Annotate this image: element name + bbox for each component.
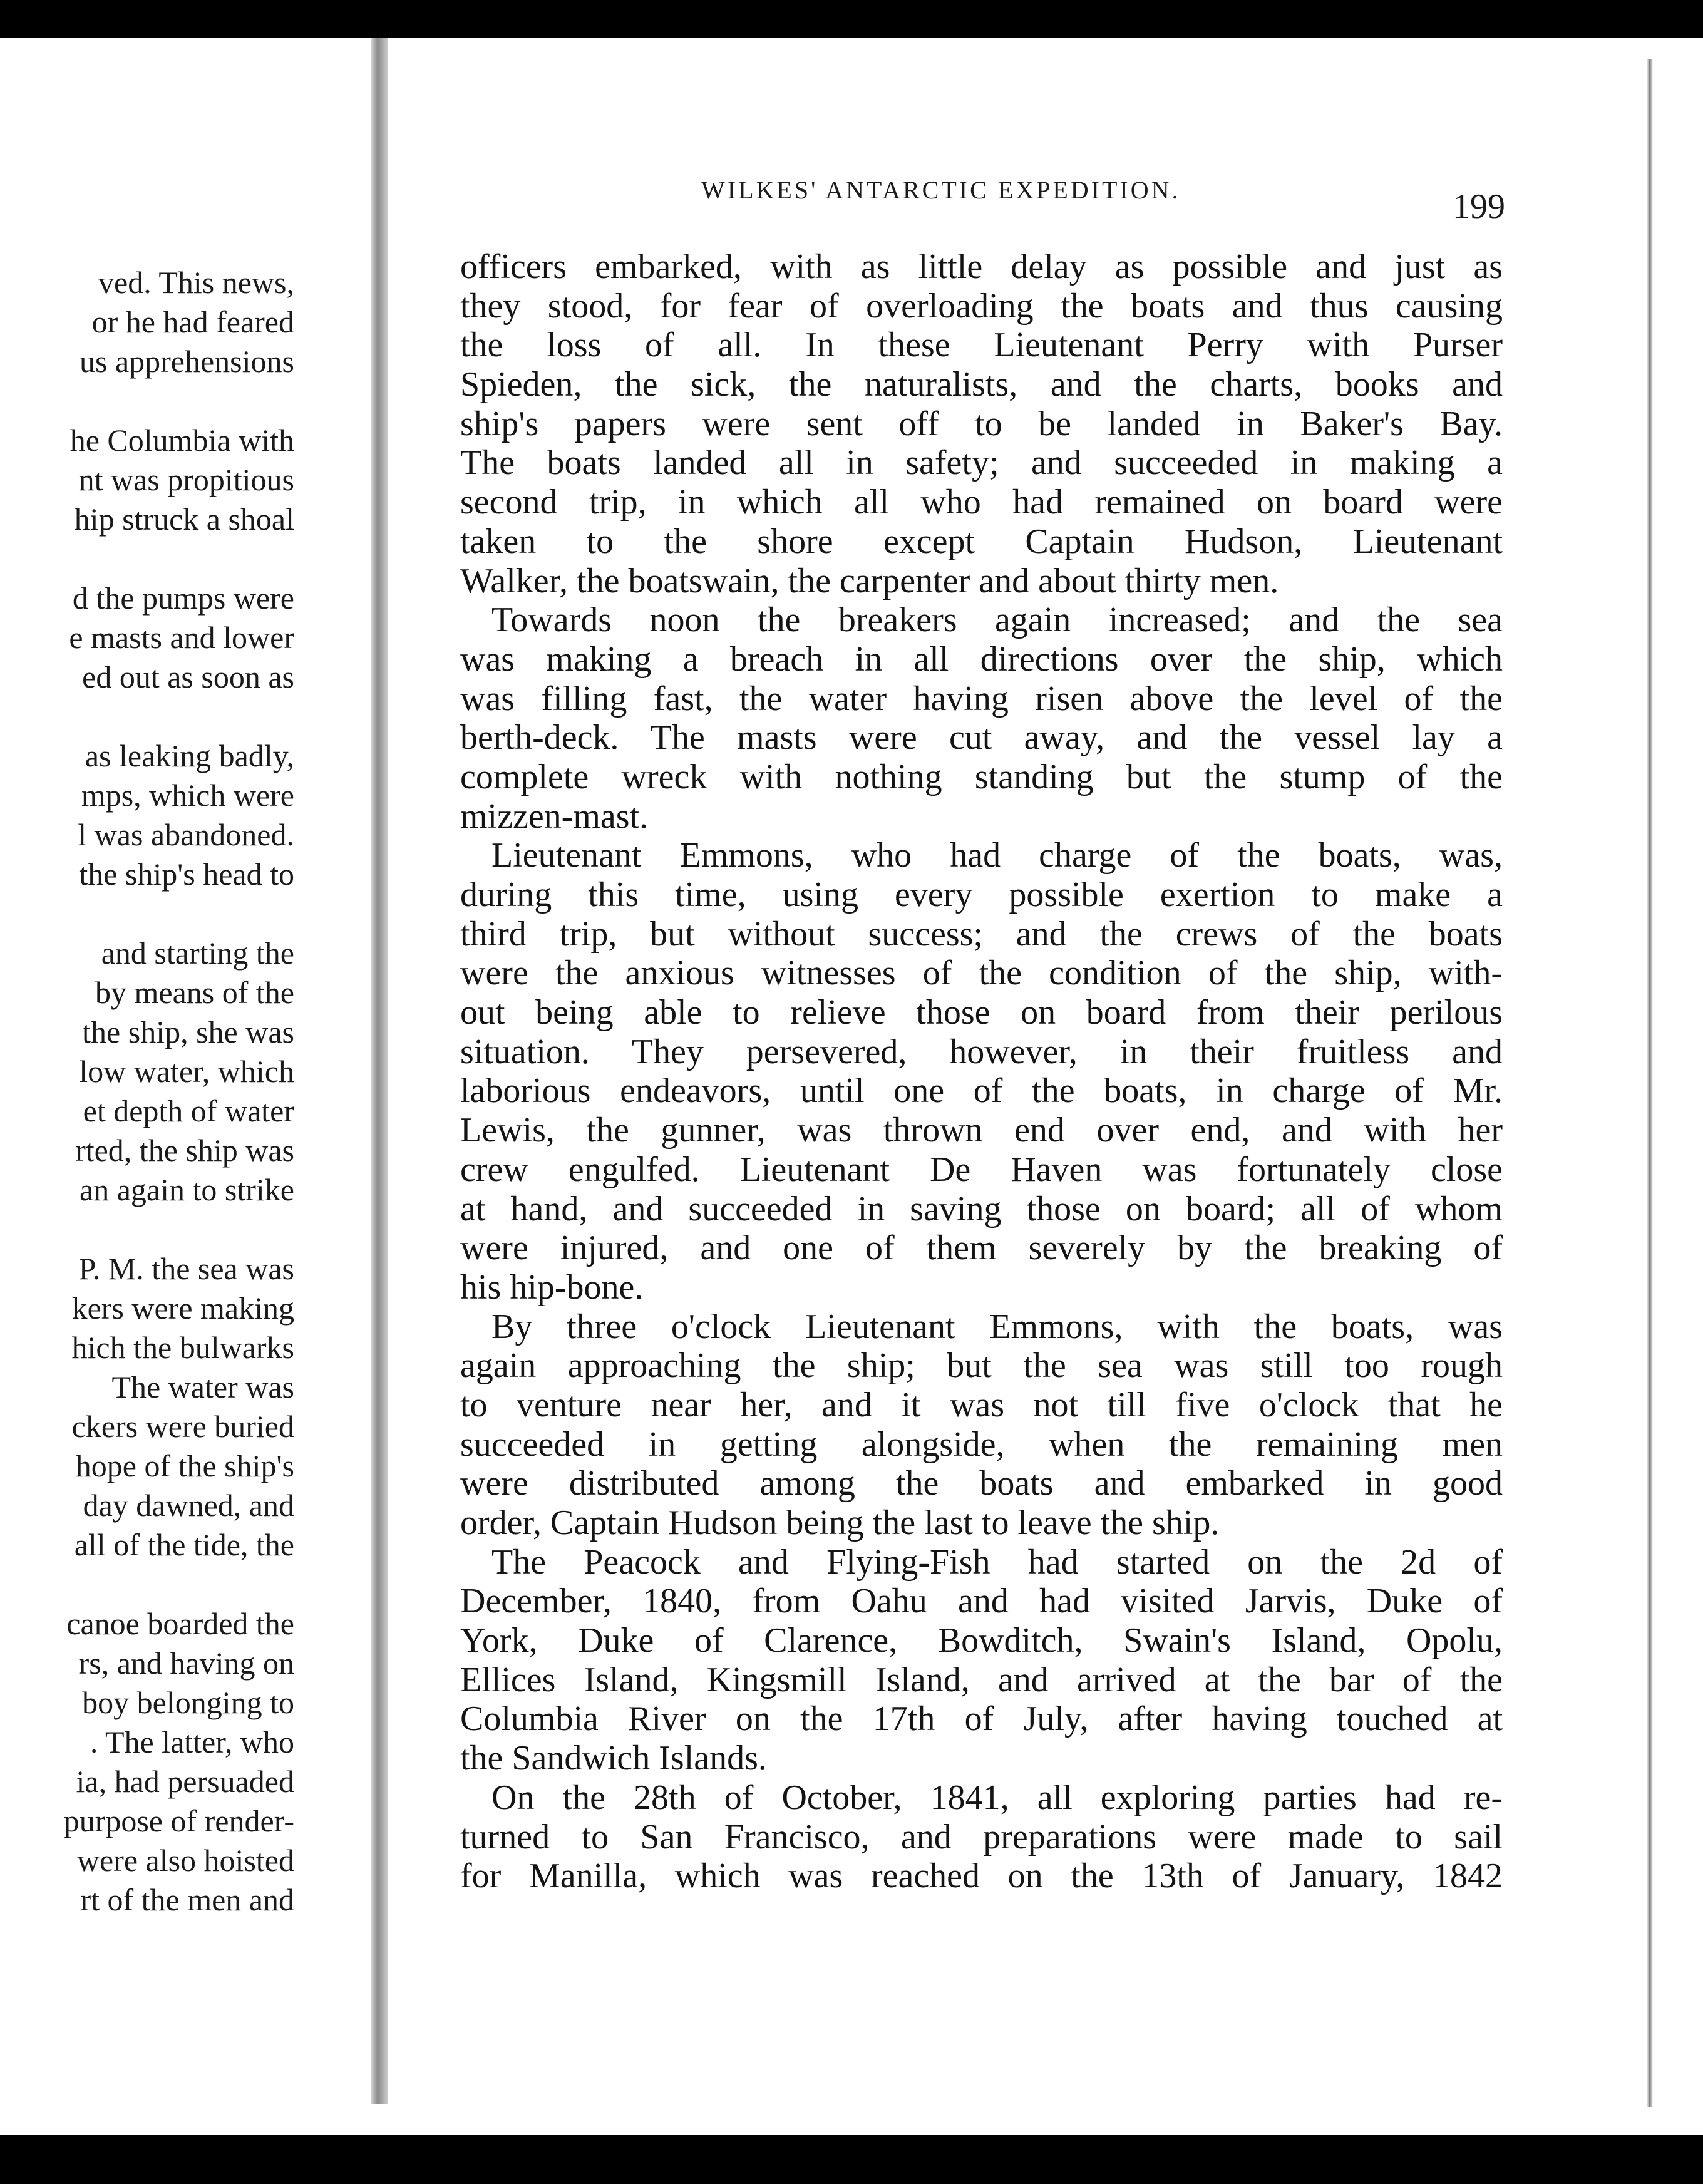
left-page-line: ckers were buried bbox=[71, 1409, 294, 1444]
body-line: complete wreck with nothing standing but the stump of the bbox=[460, 757, 1503, 796]
page-edge-shadow bbox=[1647, 59, 1653, 2107]
left-page-line: day dawned, and bbox=[83, 1488, 294, 1523]
left-page-line bbox=[0, 1210, 294, 1249]
body-line: were the anxious witnesses of the condition of the ship, with- bbox=[460, 954, 1503, 993]
body-line: The Peacock and Flying-Fish had started on the 2d of bbox=[491, 1542, 1503, 1582]
left-page-line: he Columbia with bbox=[69, 423, 294, 458]
body-line: The boats landed all in safety; and succeeded in making a bbox=[460, 443, 1503, 483]
book-gutter bbox=[371, 38, 388, 2104]
left-page-line: and starting the bbox=[101, 935, 294, 971]
body-line: for Manilla, which was reached on the 13th of January, 1842 bbox=[460, 1857, 1503, 1896]
left-page-line bbox=[0, 697, 294, 736]
body-line: York, Duke of Clarence, Bowditch, Swain's Island, Opolu, bbox=[460, 1621, 1503, 1661]
body-line: ship's papers were sent off to be landed in Baker's Bay. bbox=[460, 404, 1503, 443]
left-page-line: boy belonging to bbox=[82, 1685, 294, 1720]
body-line: Lieutenant Emmons, who had charge of the boats, was, bbox=[491, 836, 1503, 875]
body-line: Walker, the boatswain, the carpenter and about thirty men. bbox=[460, 561, 1279, 600]
body-line: the Sandwich Islands. bbox=[460, 1739, 767, 1778]
body-line: mizzen-mast. bbox=[460, 796, 649, 836]
body-line: were distributed among the boats and embarked in good bbox=[460, 1464, 1503, 1503]
left-page-line bbox=[0, 1565, 294, 1604]
left-page-line: kers were making bbox=[71, 1290, 294, 1326]
body-line: Towards noon the breakers again increased; and the sea bbox=[491, 600, 1503, 640]
body-line: On the 28th of October, 1841, all exploring parties had re- bbox=[491, 1778, 1503, 1817]
left-page-line: purpose of render- bbox=[63, 1803, 294, 1838]
left-page-line: et depth of water bbox=[83, 1093, 294, 1128]
left-page-line: ved. This news, bbox=[98, 265, 294, 300]
left-page-line: the ship's head to bbox=[79, 857, 294, 892]
left-page-line: as leaking badly, bbox=[85, 738, 294, 773]
left-page-line: The water was bbox=[111, 1369, 294, 1404]
body-line: berth-deck. The masts were cut away, and the vessel lay a bbox=[460, 718, 1503, 758]
body-line: December, 1840, from Oahu and had visited Jarvis, Duke of bbox=[460, 1582, 1503, 1621]
left-page-line: rted, the ship was bbox=[75, 1133, 294, 1168]
left-page bbox=[0, 38, 376, 2098]
body-line: Lewis, the gunner, was thrown end over end, and with her bbox=[460, 1111, 1503, 1150]
left-page-line: low water, which bbox=[79, 1054, 294, 1089]
left-page-line: by means of the bbox=[95, 975, 294, 1010]
left-page-text bbox=[0, 263, 294, 1920]
left-page-line: P. M. the sea was bbox=[78, 1251, 294, 1286]
left-page-line: mps, which were bbox=[81, 778, 294, 813]
body-line: taken to the shore except Captain Hudson, Lieutenant bbox=[460, 522, 1503, 561]
page-number: 199 bbox=[1453, 187, 1505, 226]
left-page-line: e masts and lower bbox=[69, 620, 294, 655]
left-page-line: an again to strike bbox=[80, 1172, 294, 1207]
left-page-line: all of the tide, the bbox=[74, 1527, 294, 1562]
body-line: succeeded in getting alongside, when the remaining men bbox=[460, 1424, 1503, 1464]
left-page-line: l was abandoned. bbox=[78, 817, 294, 852]
body-line: By three o'clock Lieutenant Emmons, with the boats, was bbox=[491, 1307, 1503, 1346]
scan-bottom-border bbox=[0, 2135, 1703, 2184]
left-page-line: d the pumps were bbox=[72, 580, 294, 616]
left-page-line bbox=[0, 539, 294, 579]
body-line: the loss of all. In these Lieutenant Perry with Purser bbox=[460, 326, 1503, 365]
left-page-line: hope of the ship's bbox=[75, 1448, 294, 1483]
body-line: during this time, using every possible exertion to make a bbox=[460, 875, 1503, 914]
running-title: WILKES' ANTARCTIC EXPEDITION. bbox=[701, 176, 1181, 204]
body-line: second trip, in which all who had remained on board were bbox=[460, 483, 1503, 522]
body-line: they stood, for fear of overloading the boats and thus causing bbox=[460, 286, 1503, 326]
body-line: Columbia River on the 17th of July, after having touched at bbox=[460, 1699, 1503, 1739]
body-line: to venture near her, and it was not till five o'clock that he bbox=[460, 1385, 1503, 1424]
body-line: third trip, but without success; and the crews of the boats bbox=[460, 914, 1503, 954]
body-line: was making a breach in all directions over the ship, which bbox=[460, 639, 1503, 679]
body-line: at hand, and succeeded in saving those on board; all of whom bbox=[460, 1189, 1503, 1228]
body-line: crew engulfed. Lieutenant De Haven was fortunately close bbox=[460, 1150, 1503, 1189]
left-page-line: hich the bulwarks bbox=[71, 1330, 294, 1365]
left-page-line: . The latter, who bbox=[90, 1724, 294, 1759]
left-page-line: were also hoisted bbox=[76, 1843, 294, 1878]
body-line: again approaching the ship; but the sea was still too rough bbox=[460, 1346, 1503, 1386]
body-line: out being able to relieve those on board from their perilous bbox=[460, 993, 1503, 1033]
left-page-line bbox=[0, 894, 294, 934]
left-page-line: the ship, she was bbox=[82, 1014, 294, 1049]
body-line: Spieden, the sick, the naturalists, and the charts, books and bbox=[460, 365, 1503, 404]
left-page-line: rs, and having on bbox=[78, 1646, 294, 1681]
body-line: his hip-bone. bbox=[460, 1267, 644, 1307]
left-page-line: canoe boarded the bbox=[66, 1606, 294, 1641]
body-line: were injured, and one of them severely by the breaking of bbox=[460, 1228, 1503, 1268]
body-text bbox=[460, 247, 1503, 1896]
body-line: turned to San Francisco, and preparations were made to sail bbox=[460, 1817, 1503, 1857]
body-line: situation. They persevered, however, in their fruitless and bbox=[460, 1032, 1503, 1071]
left-page-line: ia, had persuaded bbox=[76, 1764, 294, 1799]
body-line: order, Captain Hudson being the last to leave the ship. bbox=[460, 1503, 1220, 1542]
body-line: laborious endeavors, until one of the boats, in charge of Mr. bbox=[460, 1071, 1503, 1111]
left-page-line: or he had feared bbox=[91, 304, 294, 339]
left-page-line: rt of the men and bbox=[80, 1882, 294, 1917]
body-line: Ellices Island, Kingsmill Island, and arrived at the bar of the bbox=[460, 1660, 1503, 1699]
body-line: was filling fast, the water having risen above the level of the bbox=[460, 679, 1503, 718]
left-page-line: us apprehensions bbox=[80, 344, 294, 379]
left-page-line bbox=[0, 381, 294, 421]
body-line: officers embarked, with as little delay as possible and just as bbox=[460, 247, 1503, 286]
left-page-line: hip struck a shoal bbox=[74, 502, 294, 537]
left-page-line: ed out as soon as bbox=[82, 659, 294, 694]
left-page-line: nt was propitious bbox=[78, 462, 294, 497]
